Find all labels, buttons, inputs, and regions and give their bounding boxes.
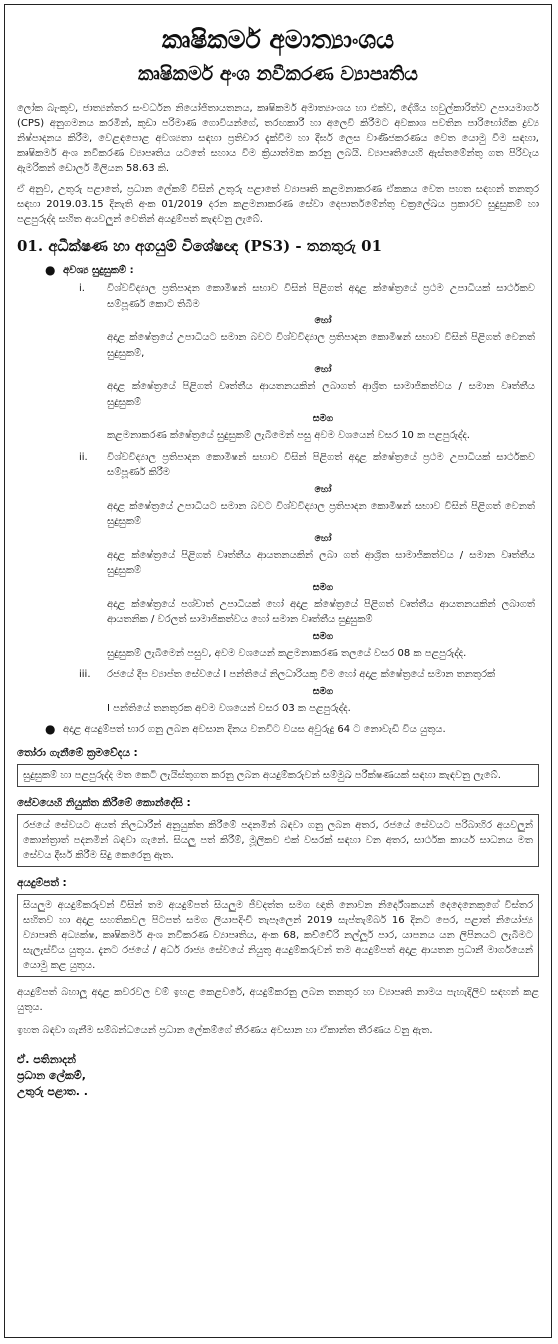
conditions-text: රජයේ සේවයට අයත් නිලධාරීන් අනුයුක්ත කිරීමේ පදනමින් බඳවා ගනු ලබන අතර, රජයේ සේවයට පරිබාහිර අයවලුන් කොන්ත්‍රාත් පදනමින් බඳවා ගැනේ. සියලු පත් කිරීම්, මූලිකව එක් වසරක් සඳහා වන අතර, සාර්ථක කාර්ය සාධනය මත සේවය දීර්ඝ කිරීම සිදු කෙරෙනු ඇත. [17,814,539,867]
requirement-text [107,379,535,410]
requirement-text [107,597,535,628]
requirement-text [79,281,535,312]
signatory-office: උතුරු පළාත. . [17,1085,88,1098]
signatory-name: ඒ. පතිනාදන් [17,1053,76,1066]
conditions-heading: සේවයෙහි නියුක්ත කිරීමේ කොන්දේසි : [17,797,191,809]
intro-paragraph-1: ලෝක බැංකුව, ජාත්‍යන්තර සංවර්ධන නියෝජිතායතනය, කෘෂිකර්ම අමාත්‍යාංශය හා එක්ව, දේශීය හවුල්කාරිත්ව උපායමාර්ග (CPS) අනුගමනය කරමින්, කුඩා පරිමාණ ගොවියන්ගේ, තරඟකාරී හා අලෙවි කිරීමට අවකාශ පවතින පාරිභෝගික ද්‍රව්‍ය නිෂ්පාදනය කිරීම, වෙළඳපොළ අවශ්‍යතා සඳහා ප්‍රතිචාර දැක්වීම හා දීර්ඝ ලෙස වාණිජකරණය වෙත යොමු වීම සඳහා, කෘෂිකර්ම අංශ නවීකරණ ව්‍යාපෘතිය යටතේ සහාය වීම ක්‍රියාත්මක කරනු ලබයි. ව්‍යාපෘතියෙහි ඇස්තමේන්තු ගත පිරිවැය ඇමරිකන් ඩොලර් මිලියන 58.63 කි. [17,103,539,174]
selection-text: සුදුසුකම් හා පළපුරුද්ද මත කෙටි ලැයිස්තුගත කරනු ලබන අයදුම්කරුවන් සම්මුඛ පරීක්ෂණයක් සඳහා කැඳවනු ලැබේ. [17,764,539,787]
requirement-text [107,701,535,717]
requirement-line: අදාළ ක්ෂේත්‍රයේ උපාධියට සමාන බවට විශ්වවිද්‍යාල ප්‍රතිපාදන කොමිෂන් සභාව විසින් පිළිගත් වෙනත් සුදුසුකම් [107,500,535,527]
requirement-text [107,646,535,662]
requirement-line: අදාළ ක්ෂේත්‍රයේ පිළිගත් වෘත්තීය ආයතනයකින් ලබාගත් ආශ්‍රිත සාමාජිකත්වය / සමාන වෘත්තීය සුදුසුකම් [107,381,535,408]
application-text: සියලුම අයදුම්කරුවන් විසින් තම අයදුම්පත් සියලුම ජීවදත්ත සමග ඥාති නොවන නිර්දේශකයන් දෙදෙනෙකුගේ විස්තර සහිතව හා අදාළ සහතිකවල පිටපත් සමග ලියාපදිංචි තැපෑලෙන් 2019 සැප්තැම්බර් 16 දිනට පෙර, පළාත් නියෝජ්‍ය ව්‍යාපෘති අධ්‍යක්ෂ, කෘෂිකර්ම අංශ නවීකරණ ව්‍යාපෘතිය, අංක 68, කච්චේරි නල්ලූර් පාර, යාපනය යන ලිපිනයට ලැබීමට සැලැස්විය යුතුය. දැනට රජයේ / අර්ධ රාජ්‍ය සේවයේ නියුතු අයදුම්කරුවන් තම අයදුම්පත් අදාළ ආයතන ප්‍රධානී මාර්ගයෙන් යොමු කළ යුතුය. [17,894,539,977]
ministry-title: කෘෂිකර්ම අමාත්‍යාංශය [161,25,395,54]
intro-paragraph-2: ඒ අනුව, උතුරු පළාතේ, ප්‍රධාන ලේකම් විසින් උතුරු පළාතේ ව්‍යාපෘති කළමනාකරණ ඒකකය වෙත පහත සඳහන් තනතුර සඳහා 2019.03.15 දිනැති අංක 01/2019 දරන කළමනාකරණ සේවා දෙපාර්තමේන්තු චක්‍රලේඛය ප්‍රකාරව සුදුසුකම් හා පළපුරුද්ද සහිත අයවලුන් වෙතින් අයදුම්පත් කැඳවනු ලැබේ. [17,184,539,225]
requirement-line: රජයේ දීප ව්‍යාප්ත සේවයේ I පන්තියේ නිලධාරියකු වීම හෝ අදාළ ක්ෂේත්‍රයේ සමාන තනතුරක් [107,669,496,680]
conjunction-label: හෝ [314,315,332,326]
bullet-icon: ● [45,722,56,736]
requirement-line: සුදුසුකම් ලැබීමෙන් පසුව, අවම වශයෙන් කළමනාකරණ තලයේ වසර 08 ක පළපුරුද්ද. [107,647,467,659]
requirement-line: විශ්වවිද්‍යාල ප්‍රතිපාදන කොමිෂන් සභාව විසින් පිළිගත් අදාළ ක්ෂේත්‍රයේ ප්‍රථම උපාධියක් සාර්ථකව සම්පූර්ණ කොට තිබීම [107,283,535,310]
signature-block [17,1052,539,1100]
requirement-line: I පන්තියේ තනතුරක අවම වශයෙන් වසර 03 ක පළපුරුද්ද. [107,702,351,714]
requirements-heading [45,263,539,278]
requirement-text [107,548,535,579]
selection-heading: තෝරා ගැනීමේ ක්‍රමවේදය : [17,747,138,759]
project-title: කෘෂිකර්ම අංශ නවීකරණ ව්‍යාපෘතිය [138,63,418,85]
requirement-line: විශ්වවිද්‍යාල ප්‍රතිපාදන කොමිෂන් සභාව විසින් පිළිගත් අදාළ ක්ෂේත්‍රයේ ප්‍රථම උපාධියක් සාර්ථකව සම්පූර්ණ කිරීම [107,451,535,478]
requirement-line: අදාළ ක්ෂේත්‍රයේ උපාධියට සමාන බවට විශ්වවිද්‍යාල ප්‍රතිපාදන කොමිෂන් සභාව විසින් පිළිගත් වෙනත් සුදුසුකම්, [107,332,535,359]
conjunction-label: සමග [312,685,334,697]
conjunction-label: හෝ [314,364,332,375]
requirements-list [17,281,539,716]
requirement-text [107,428,535,444]
conjunction-label: සමග [312,413,334,424]
conjunction-label: සමග [312,630,334,642]
advertisement-frame [4,4,552,1338]
conjunction-label: සමග [312,581,334,593]
requirement-text [107,499,535,530]
age-note-text: අදාළ අයදුම්පත් භාර ගනු ලබන අවසාන දිනය වනවිට වයස අවුරුදු 64 ට නොවැඩි විය යුතුය. [63,724,446,735]
final-note: ඉහත බඳවා ගැනීම සම්බන්ධයෙන් ප්‍රධාන ලේකම්ගේ තීරණය අවසාන හා ඒකාන්ත තීරණය වනු ඇත. [17,1025,433,1036]
age-note [45,722,539,737]
conjunction-label: හෝ [314,532,332,544]
post-title: 01. අධීක්ෂණ හා අගයුම් විශේෂඥ (PS3) - තනතුරු 01 [17,237,383,255]
requirement-line: කළමනාකරණ ක්ෂේත්‍රයේ සුදුසුකම් ලැබීමෙන් පසු අවම වශයෙන් වසර 10 ක පළපුරුද්ද. [107,430,470,441]
requirement-line: අදාළ ක්ෂේත්‍රයේ පශ්චාත් උපාධියක් හෝ අදාළ ක්ෂේත්‍රයේ පිළිගත් වෘත්තීය ආයතනයකින් ලබාගත් ආයතනික / වරලත් සාමාජිකත්වය හෝ සමාන වෘත්තීය සුදුසුකම් [107,598,535,625]
requirement-number: iii. [79,669,91,680]
requirement-text [79,667,535,683]
requirements-heading-text: අවශ්‍ය සුදුසුකම් : [63,265,134,276]
requirement-number: ii. [79,451,88,463]
requirement-text [79,450,535,481]
requirement-number: i. [79,283,85,294]
envelope-note: අයදුම්පත් බහාලූ අදාළ කවරවල වම් ඉහළ කෙළවරේ, අයදුම්කරනු ලබන තනතුර හා ව්‍යාපෘති නාමය පැහැදිලිව සඳහන් කළ යුතුය. [17,987,539,1013]
bullet-icon: ● [45,263,56,277]
requirement-text [107,330,535,361]
conjunction-label: හෝ [314,483,332,495]
requirement-line: අදාළ ක්ෂේත්‍රයේ පිළිගත් වෘත්තීය ආයතනයකින් ලබා ගත් ආශ්‍රිත සාමාජිකත්වය / සමාන වෘත්තීය සුදුසුකම් [107,549,535,576]
signatory-designation: ප්‍රධාන ලේකම්, [17,1069,86,1082]
application-heading: අයදුම්පත් : [17,877,67,889]
